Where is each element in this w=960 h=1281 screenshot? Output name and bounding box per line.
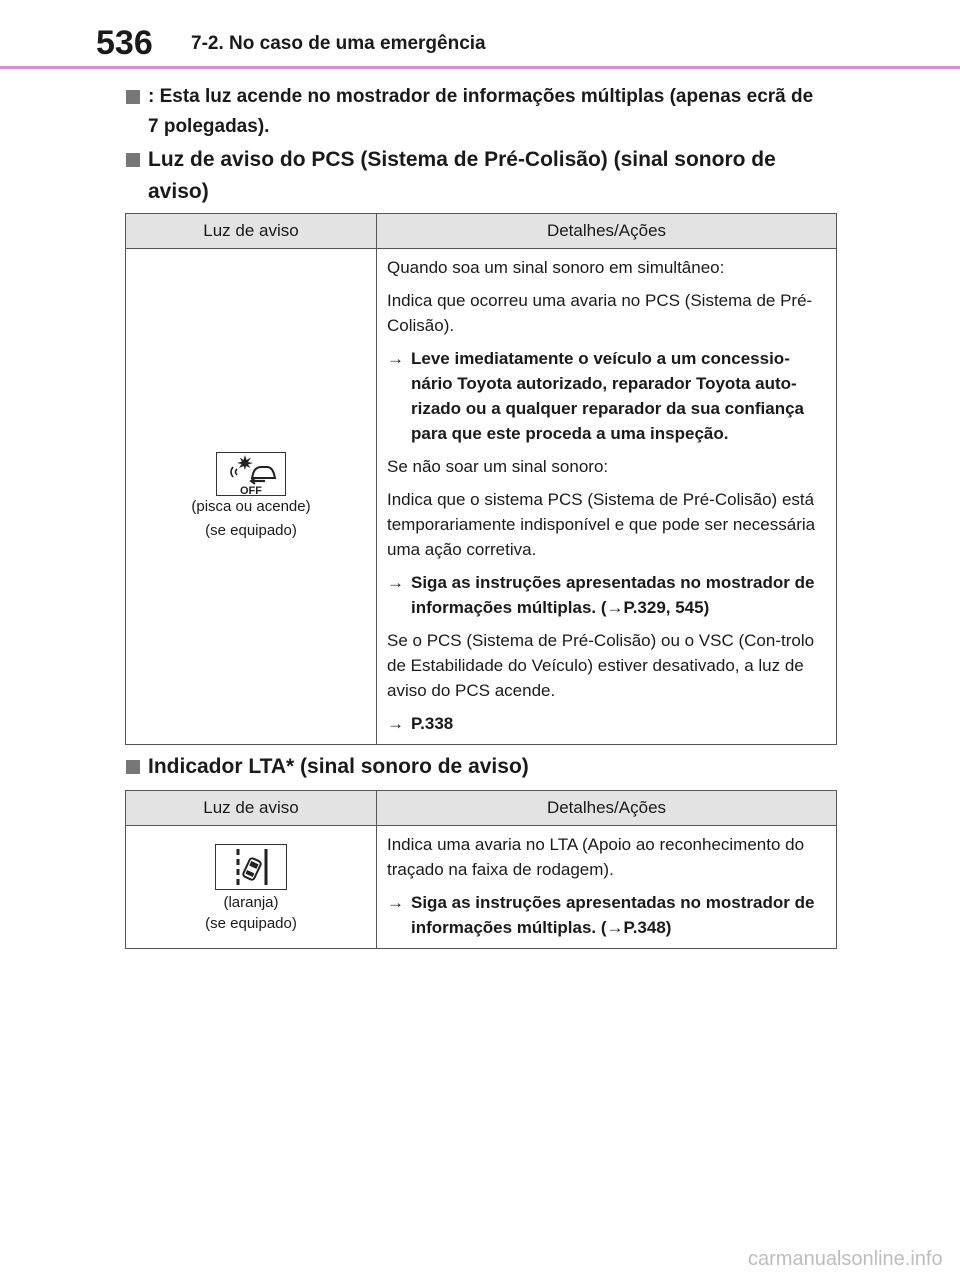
arrow-icon: →: [606, 598, 624, 617]
column-header-details: Detalhes/Ações: [377, 214, 837, 249]
warning-light-cell: [126, 826, 377, 949]
bullet-square-icon: [126, 90, 140, 104]
pcs-off-icon: [217, 453, 285, 495]
note-heading-text: : Esta luz acende no mostrador de informações múltiplas (apenas ecrã de 7 polegadas).: [148, 86, 814, 137]
action-text: Siga as instruções apresentadas no mostrador de informações múltiplas. (: [411, 573, 815, 617]
column-header-light: Luz de aviso: [126, 791, 377, 826]
action-text: Leve imediatamente o veículo a um concessio-nário Toyota autorizado, reparador Toyota auto-rizado ou a qualquer reparador da sua confiança para que este proceda a uma inspeção.: [411, 349, 804, 443]
pcs-warning-light-icon: [216, 452, 286, 496]
page-reference-link[interactable]: P.329, 545): [623, 598, 710, 617]
arrow-icon: →: [387, 349, 404, 368]
warning-light-cell: [126, 249, 377, 745]
page-number: 536: [96, 24, 153, 62]
arrow-icon: →: [606, 918, 624, 937]
bullet-square-icon: [126, 760, 140, 774]
icon-off-label: OFF: [240, 485, 262, 495]
light-caption-2: (se equipado): [205, 522, 297, 539]
details-cell: [377, 249, 837, 745]
light-caption-2: (se equipado): [205, 915, 297, 932]
action-item: [387, 346, 829, 446]
arrow-icon: →: [387, 573, 404, 592]
lane-departure-icon: [216, 845, 286, 889]
lta-warning-table: [125, 790, 837, 949]
action-item: [387, 570, 829, 620]
bullet-square-icon: [126, 153, 140, 167]
page-reference-link[interactable]: P.348): [623, 918, 672, 937]
details-text: Indica uma avaria no LTA (Apoio ao reconhecimento do traçado na faixa de rodagem).: [387, 835, 805, 879]
arrow-icon: →: [387, 893, 404, 912]
pcs-warning-table: [125, 213, 837, 745]
page-reference-link[interactable]: P.338: [411, 714, 454, 733]
watermark: carmanualsonline.info: [748, 1248, 943, 1270]
lta-indicator-icon: [215, 844, 287, 890]
details-text: Se o PCS (Sistema de Pré-Colisão) ou o VSC (Con-trolo de Estabilidade do Veículo) estiver desativado, a luz de aviso do PCS acende.: [387, 631, 815, 700]
table-header-row: [126, 791, 837, 826]
table-row: [126, 249, 837, 745]
details-text: Quando soa um sinal sonoro em simultâneo:: [387, 258, 725, 277]
details-text: Indica que o sistema PCS (Sistema de Pré-Colisão) está temporariamente indisponível e que pode ser necessária uma ação corretiva.: [387, 490, 816, 559]
lta-heading-text: Indicador LTA* (sinal sonoro de aviso): [148, 755, 529, 778]
note-heading: [126, 82, 826, 142]
action-item: [387, 890, 829, 940]
light-caption-1: (laranja): [223, 894, 279, 911]
arrow-icon: →: [387, 714, 404, 733]
lta-heading: [126, 751, 826, 783]
details-cell: [377, 826, 837, 949]
action-text: Siga as instruções apresentadas no mostrador de informações múltiplas. (: [411, 893, 815, 937]
pcs-heading-text: Luz de aviso do PCS (Sistema de Pré-Colisão) (sinal sonoro de aviso): [148, 148, 776, 203]
page-header: [0, 0, 960, 70]
details-text: Se não soar um sinal sonoro:: [387, 457, 609, 476]
table-row: [126, 826, 837, 949]
pcs-heading: [126, 144, 826, 208]
section-title: 7-2. No caso de uma emergência: [191, 33, 486, 54]
action-item: [387, 711, 829, 736]
header-rule: [0, 66, 960, 69]
details-text: Indica que ocorreu uma avaria no PCS (Sistema de Pré-Colisão).: [387, 291, 813, 335]
column-header-light: Luz de aviso: [126, 214, 377, 249]
table-header-row: [126, 214, 837, 249]
light-caption-1: (pisca ou acende): [191, 498, 311, 515]
column-header-details: Detalhes/Ações: [377, 791, 837, 826]
